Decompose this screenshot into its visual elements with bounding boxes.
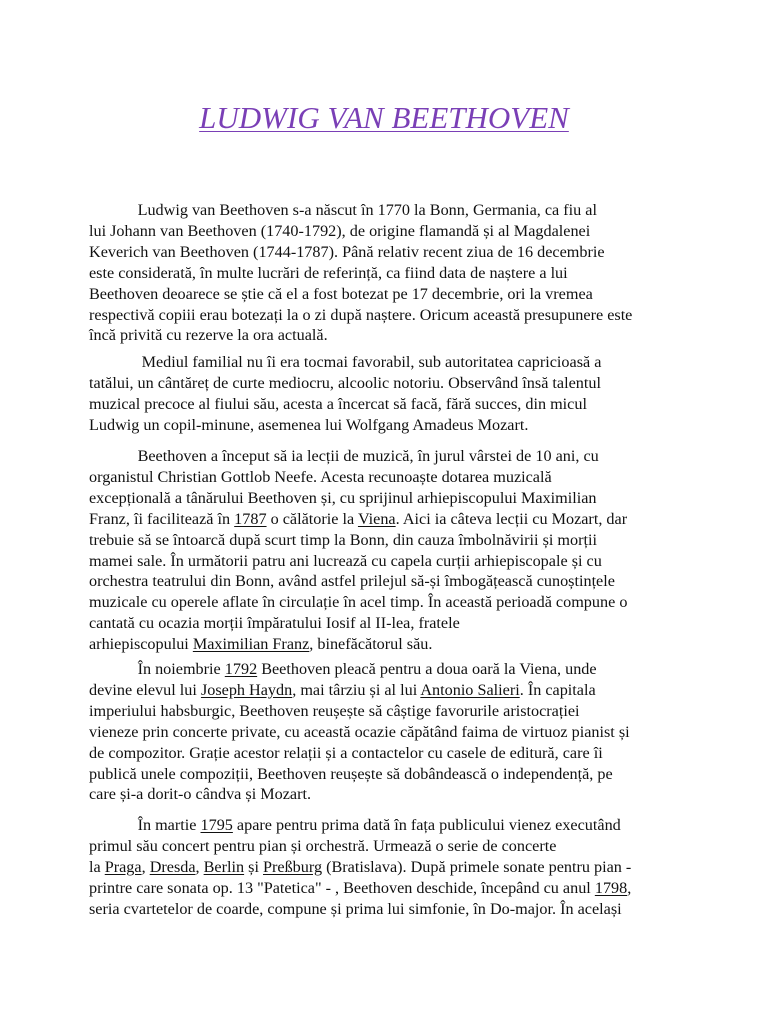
text-run: . În capitala — [519, 680, 596, 699]
hyperlink[interactable]: Preßburg — [263, 857, 323, 876]
hyperlink[interactable]: Praga — [104, 857, 142, 876]
text-run: imperiului habsburgic, Beethoven reușește să câștige favorurile aristocrației — [89, 701, 580, 720]
text-run: tatălui, un cântăreț de curte mediocru, alcoolic notoriu. Observând însă talentul — [89, 373, 601, 392]
hyperlink[interactable]: 1798 — [594, 878, 628, 897]
paragraph-birth — [89, 200, 689, 346]
text-run: În martie — [89, 816, 201, 834]
text-run: printre care sonata op. 13 "Patetica" - , Beethoven deschide, începând cu anul — [89, 878, 595, 897]
hyperlink[interactable]: 1792 — [224, 660, 258, 678]
text-run: Franz, îi facilitează în — [89, 509, 235, 528]
text-run: excepțională a tânărului Beethoven și, cu sprijinul arhiepiscopului Maximilian — [89, 488, 597, 507]
text-line — [89, 415, 689, 436]
text-run: care și-a dorit-o cândva și Mozart. — [89, 785, 312, 804]
text-line — [89, 680, 689, 701]
text-run: publică unele compoziții, Beethoven reușește să dobândească o independență, pe — [89, 764, 613, 783]
text-run: organistul Christian Gottlob Neefe. Acesta recunoaște dotarea muzicală — [89, 467, 552, 486]
text-run: În noiembrie — [89, 660, 225, 678]
text-run: o călătorie la — [266, 509, 358, 528]
text-run: , — [141, 857, 150, 876]
text-run: de compozitor. Grație acestor relații și a contactelor cu casele de editură, care îi — [89, 743, 603, 762]
text-run: încă privită cu rezerve la ora actuală. — [89, 326, 328, 345]
text-line — [89, 200, 689, 221]
hyperlink[interactable]: Viena — [357, 509, 396, 528]
text-run: , mai târziu și al lui — [292, 680, 421, 699]
text-line — [89, 836, 689, 857]
text-line — [89, 467, 689, 488]
text-line — [89, 530, 689, 551]
text-run: Beethoven pleacă pentru a doua oară la Viena, unde — [257, 660, 597, 678]
text-line — [89, 701, 689, 722]
hyperlink[interactable]: Antonio Salieri — [420, 680, 520, 699]
hyperlink[interactable]: Joseph Haydn — [200, 680, 293, 699]
text-run: devine elevul lui — [89, 680, 201, 699]
text-line — [89, 446, 689, 467]
text-run: Ludwig van Beethoven s-a născut în 1770 la Bonn, Germania, ca fiu al — [89, 201, 597, 219]
paragraph-family — [89, 352, 689, 436]
paragraph-early-studies — [89, 446, 689, 655]
document-title — [0, 98, 768, 138]
text-line — [89, 784, 689, 805]
text-run: Ludwig un copil-minune, asemenea lui Wolfgang Amadeus Mozart. — [89, 415, 529, 434]
text-line — [89, 221, 689, 242]
text-line — [89, 263, 689, 284]
text-line — [89, 551, 689, 572]
text-line — [89, 722, 689, 743]
text-line — [89, 352, 689, 373]
text-run: vieneze prin concerte private, cu această ocazie căpătând faima de virtuoz pianist și — [89, 722, 630, 741]
hyperlink[interactable]: Maximilian Franz — [192, 635, 310, 654]
document-title-text: LUDWIG VAN BEETHOVEN — [199, 100, 569, 135]
hyperlink[interactable]: 1787 — [234, 509, 267, 528]
text-run: seria cvartetelor de coarde, compune și prima lui simfonie, în Do-major. În același — [89, 899, 622, 918]
text-run: primul său concert pentru pian și orchestră. Urmează o serie de concerte — [89, 836, 557, 855]
text-run: Mediul familial nu îi era tocmai favorabil, sub autoritatea capricioasă a — [89, 353, 602, 371]
text-run: Beethoven a început să ia lecții de muzică, în jurul vârstei de 10 ani, cu — [89, 447, 599, 465]
hyperlink[interactable]: Berlin — [203, 857, 245, 876]
text-line — [89, 592, 689, 613]
text-line — [89, 305, 689, 326]
text-line — [89, 571, 689, 592]
text-line — [89, 815, 689, 836]
hyperlink[interactable]: 1795 — [200, 816, 233, 834]
text-run: arhiepiscopului — [89, 635, 193, 654]
text-run: , binefăcătorul său. — [309, 635, 433, 654]
text-run: cantată cu ocazia morții împăratului Iosif al II-lea, fratele — [89, 614, 460, 633]
text-run: la — [89, 857, 105, 876]
text-line — [89, 373, 689, 394]
text-run: lui Johann van Beethoven (1740-1792), de origine flamandă și al Magdalenei — [89, 221, 591, 240]
text-line — [89, 743, 689, 764]
text-line — [89, 878, 689, 899]
text-line — [89, 325, 689, 346]
text-line — [89, 284, 689, 305]
text-run: respectivă copiii erau botezați la o zi după naștere. Oricum această presupunere este — [89, 305, 633, 324]
text-line — [89, 899, 689, 920]
hyperlink[interactable]: Dresda — [149, 857, 196, 876]
text-run: apare pentru prima dată în fața publicului vienez executând — [232, 816, 621, 834]
text-line — [89, 242, 689, 263]
text-run: Beethoven deoarece se știe că el a fost botezat pe 17 decembrie, ori la vremea — [89, 284, 593, 303]
text-line — [89, 394, 689, 415]
text-run: Keverich van Beethoven (1744-1787). Până relativ recent ziua de 16 decembrie — [89, 242, 605, 261]
text-run: orchestra teatrului din Bonn, având astfel prilejul să-și îmbogățească cunoștințele — [89, 572, 615, 591]
text-line — [89, 613, 689, 634]
text-run: . Aici ia câteva lecții cu Mozart, dar — [395, 509, 628, 528]
text-run: muzicale cu operele aflate în circulație în acel timp. În această perioadă compune o — [89, 593, 628, 612]
paragraph-concerts — [89, 815, 689, 920]
text-line — [89, 488, 689, 509]
text-run: , — [195, 857, 204, 876]
text-line — [89, 634, 689, 655]
paragraph-vienna — [89, 659, 689, 805]
text-line — [89, 857, 689, 878]
text-run: , — [627, 878, 632, 897]
text-run: trebuie să se întoarcă după scurt timp la Bonn, din cauza îmbolnăvirii și morții — [89, 530, 597, 549]
text-run: (Bratislava). După primele sonate pentru pian - — [322, 857, 632, 876]
text-line — [89, 764, 689, 785]
text-run: muzical precoce al fiului său, acesta a încercat să facă, fără succes, din micul — [89, 394, 587, 413]
text-line — [89, 659, 689, 680]
text-line — [89, 509, 689, 530]
text-run: mamei sale. În următorii patru ani lucrează cu capela curții arhiepiscopale și cu — [89, 551, 602, 570]
text-run: și — [244, 857, 263, 876]
text-run: este considerată, în multe lucrări de referință, ca fiind data de naștere a lui — [89, 263, 568, 282]
